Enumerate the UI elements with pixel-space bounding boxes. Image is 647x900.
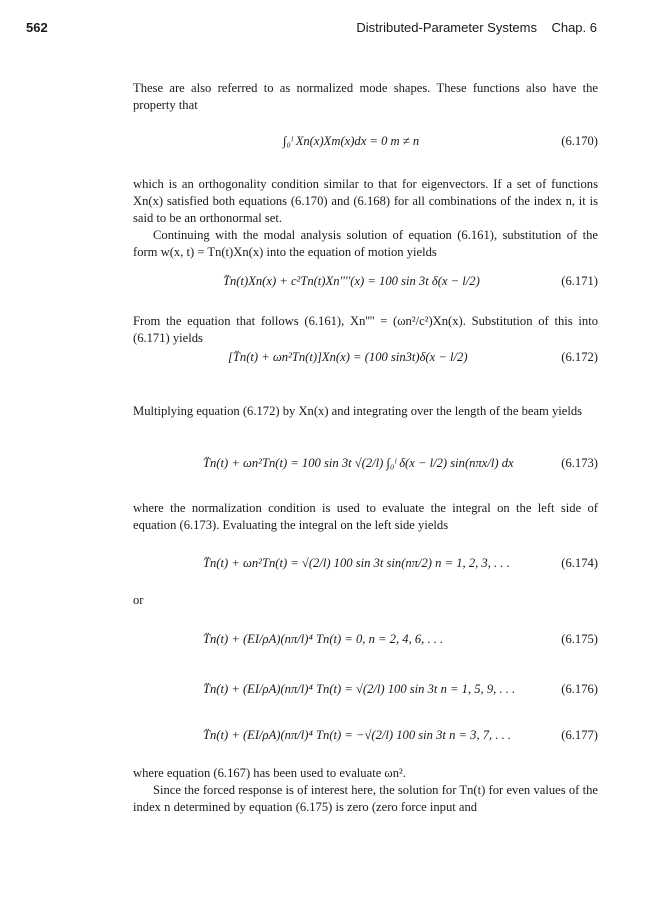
equation-6-174-number: (6.174) bbox=[561, 556, 598, 570]
equation-6-175-number: (6.175) bbox=[561, 632, 598, 646]
equation-6-177-number: (6.177) bbox=[561, 728, 598, 742]
paragraph-8: where equation (6.167) has been used to evaluate ωn². bbox=[133, 766, 406, 780]
paragraph-3: Continuing with the modal analysis solution of equation (6.161), substitution of the form w(x, t) = Tn(t)Xn(x) into the equation of motion yields bbox=[133, 228, 598, 259]
equation-6-171-number: (6.171) bbox=[561, 274, 598, 288]
equation-6-173 bbox=[133, 444, 598, 484]
equation-6-171 bbox=[133, 262, 598, 302]
equation-6-172-body: [T̈n(t) + ωn²Tn(t)]Xn(x) = (100 sin3t)δ(x − l/2) bbox=[228, 350, 468, 364]
equation-6-176-body: T̈n(t) + (EI/ρA)(nπ/l)⁴ Tn(t) = √(2/l) 100 sin 3t n = 1, 5, 9, . . . bbox=[203, 682, 516, 696]
paragraph-1: These are also referred to as normalized mode shapes. These functions also have the property that bbox=[133, 81, 598, 112]
equation-6-175-body: T̈n(t) + (EI/ρA)(nπ/l)⁴ Tn(t) = 0, n = 2, 4, 6, . . . bbox=[203, 632, 444, 646]
equation-6-172 bbox=[133, 338, 598, 378]
paragraph-5: Multiplying equation (6.172) by Xn(x) and integrating over the length of the beam yields bbox=[133, 404, 583, 418]
page-header bbox=[0, 20, 647, 40]
equation-6-173-body: T̈n(t) + ωn²Tn(t) = 100 sin 3t √(2/l) ∫₀ˡ δ(x − l/2) sin(nπx/l) dx bbox=[203, 456, 514, 470]
chapter-label: Chap. 6 bbox=[551, 20, 597, 35]
paragraph-9: Since the forced response is of interest here, the solution for Tn(t) for even values of the index n determined by equation (6.175) is zero (zero force input and bbox=[133, 783, 598, 814]
paragraph-6: where the normalization condition is used to evaluate the integral on the left side of equation (6.173). Evaluating the integral on the left side yields bbox=[133, 501, 598, 532]
equation-6-174-body: T̈n(t) + ωn²Tn(t) = √(2/l) 100 sin 3t sin(nπ/2) n = 1, 2, 3, . . . bbox=[203, 556, 510, 570]
equation-6-176 bbox=[133, 670, 598, 710]
equation-6-177 bbox=[133, 716, 598, 756]
equation-6-176-number: (6.176) bbox=[561, 682, 598, 696]
equation-6-174 bbox=[133, 544, 598, 584]
equation-6-177-body: T̈n(t) + (EI/ρA)(nπ/l)⁴ Tn(t) = −√(2/l) 100 sin 3t n = 3, 7, . . . bbox=[203, 728, 512, 742]
paragraph-4: From the equation that follows (6.161), Xn'''' = (ωn²/c²)Xn(x). Substitution of this into (6.171) yields bbox=[133, 314, 598, 345]
equation-6-175 bbox=[133, 620, 598, 660]
page-number: 562 bbox=[26, 20, 48, 35]
equation-6-173-number: (6.173) bbox=[561, 456, 598, 470]
paragraph-7: or bbox=[133, 593, 144, 607]
paragraph-2: which is an orthogonality condition similar to that for eigenvectors. If a set of functions Xn(x) satisfied both equations (6.170) and (6.168) for all combinations of the index n, it is said to be an orthonormal set. bbox=[133, 177, 598, 225]
equation-6-170-number: (6.170) bbox=[561, 134, 598, 148]
running-head bbox=[356, 20, 597, 35]
equation-6-171-body: T̈n(t)Xn(x) + c²Tn(t)Xn''''(x) = 100 sin 3t δ(x − l/2) bbox=[223, 274, 480, 288]
equation-6-170-body: ∫₀ˡ Xn(x)Xm(x)dx = 0 m ≠ n bbox=[283, 134, 420, 148]
equation-6-172-number: (6.172) bbox=[561, 350, 598, 364]
equation-6-170 bbox=[133, 122, 598, 162]
running-title: Distributed-Parameter Systems bbox=[356, 20, 537, 35]
